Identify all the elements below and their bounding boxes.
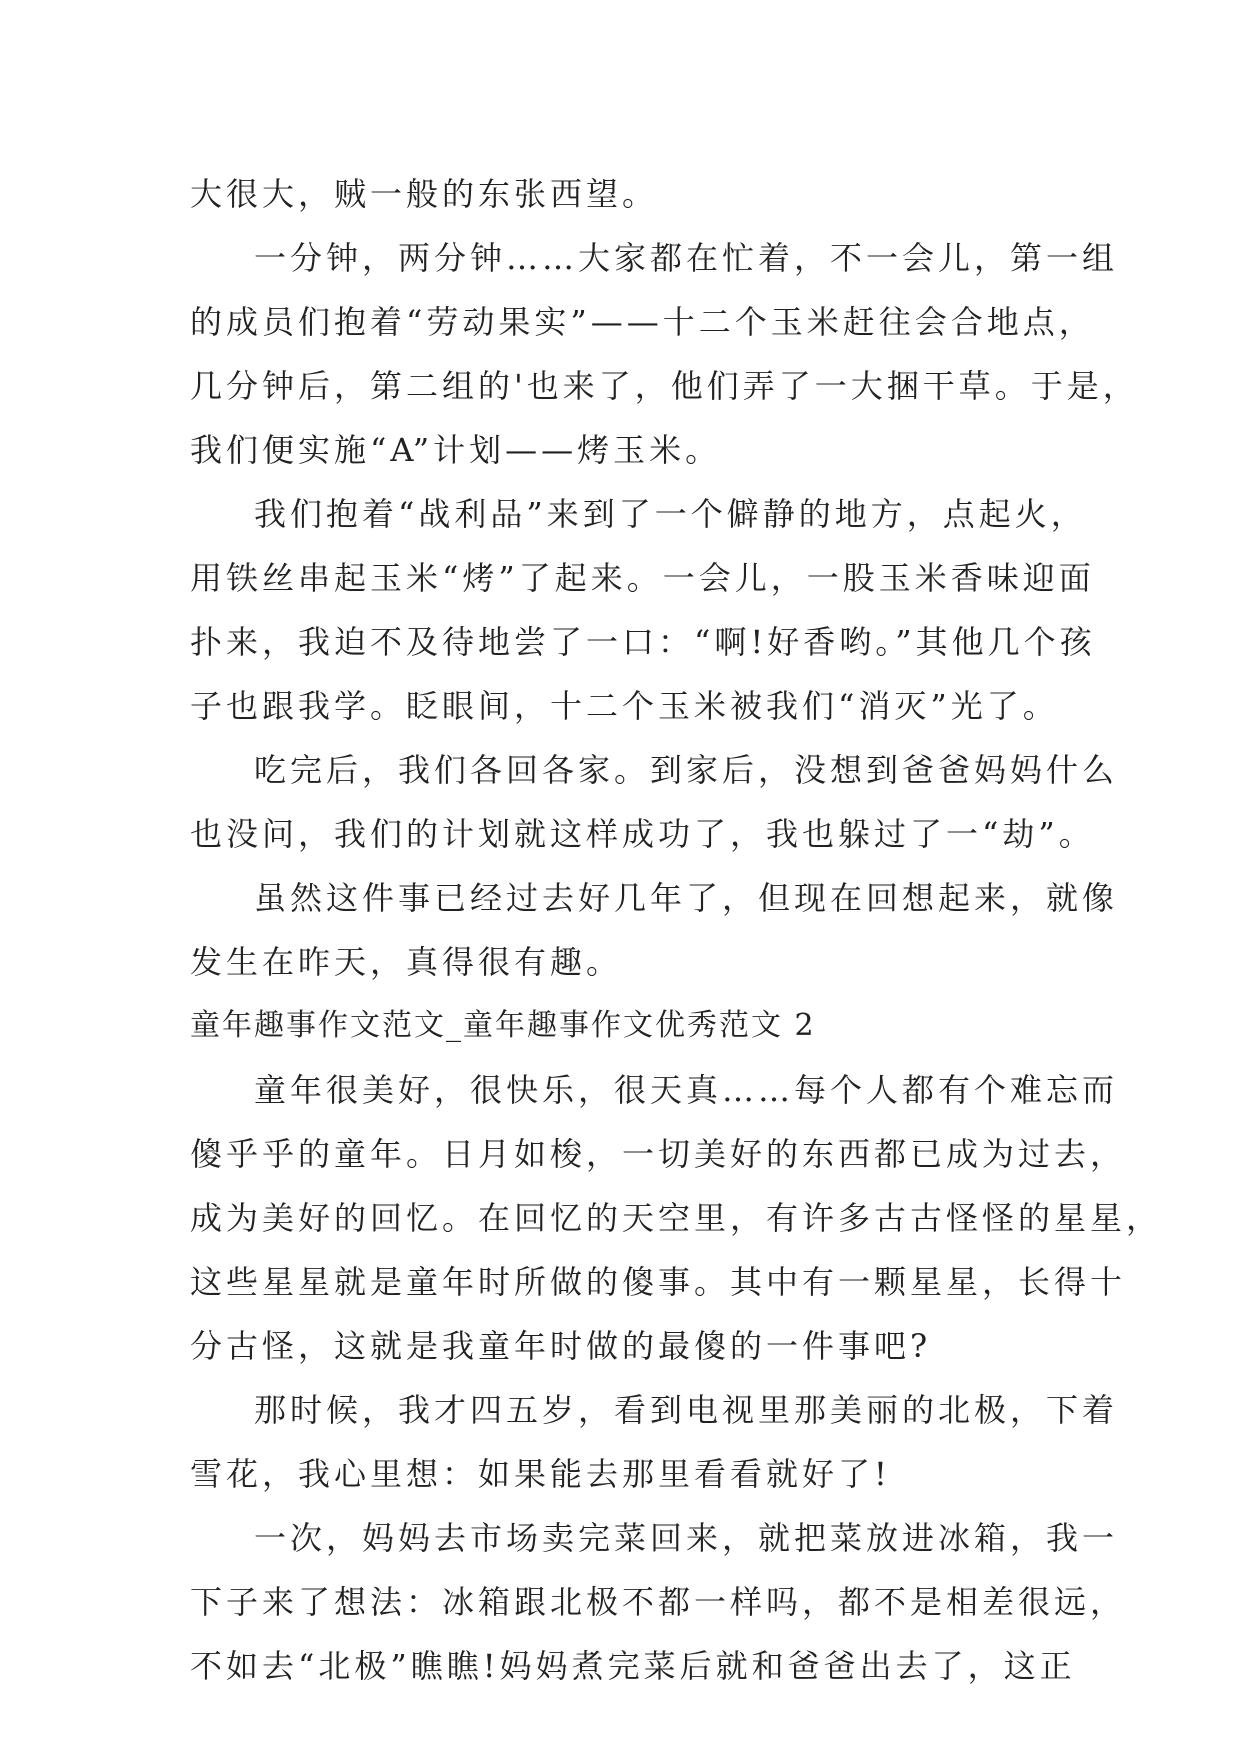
text-line: 分古怪，这就是我童年时做的最傻的一件事吧? [190,1327,932,1365]
text-line: 发生在昨天，真得很有趣。 [190,943,623,981]
text-line: 那时候，我才四五岁，看到电视里那美丽的北极，下着 [254,1391,1119,1429]
text-line: 扑来，我迫不及待地尝了一口：“啊!好香哟。”其他几个孩 [190,623,1096,661]
text-line: 不如去“北极”瞧瞧!妈妈煮完菜后就和爸爸出去了，这正 [190,1647,1076,1685]
text-line: 大很大，贼一般的东张西望。 [190,175,659,213]
text-line: 虽然这件事已经过去好几年了，但现在回想起来，就像 [254,879,1119,917]
text-line: 成为美好的回忆。在回忆的天空里，有许多古古怪怪的星星， [190,1199,1163,1237]
section-heading: 童年趣事作文范文_童年趣事作文优秀范文 2 [190,1008,816,1043]
text-line: 我们抱着“战利品”来到了一个僻静的地方，点起火， [254,495,1087,533]
text-line: 几分钟后，第二组的'也来了，他们弄了一大捆干草。于是， [190,367,1139,405]
text-line: 傻乎乎的童年。日月如梭，一切美好的东西都已成为过去， [190,1135,1127,1173]
text-line: 我们便实施“A”计划——烤玉米。 [190,431,722,469]
text-line: 子也跟我学。眨眼间，十二个玉米被我们“消灭”光了。 [190,687,1059,725]
text-line: 童年很美好，很快乐，很天真……每个人都有个难忘而 [254,1071,1119,1109]
text-line: 这些星星就是童年时所做的傻事。其中有一颗星星，长得十 [190,1263,1127,1301]
text-line: 一次，妈妈去市场卖完菜回来，就把菜放进冰箱，我一 [254,1519,1119,1557]
text-line: 一分钟，两分钟……大家都在忙着，不一会儿，第一组 [254,239,1119,277]
text-line: 用铁丝串起玉米“烤”了起来。一会儿，一股玉米香味迎面 [190,559,1095,597]
text-line: 吃完后，我们各回各家。到家后，没想到爸爸妈妈什么 [254,751,1119,789]
text-line: 的成员们抱着“劳动果实”——十二个玉米赶往会合地点， [190,303,1095,341]
document-body [190,162,1163,1698]
text-line: 也没问，我们的计划就这样成功了，我也躲过了一“劫”。 [190,815,1095,853]
text-line: 下子来了想法：冰箱跟北极不都一样吗，都不是相差很远， [190,1583,1127,1621]
text-line: 雪花，我心里想：如果能去那里看看就好了! [190,1455,891,1493]
